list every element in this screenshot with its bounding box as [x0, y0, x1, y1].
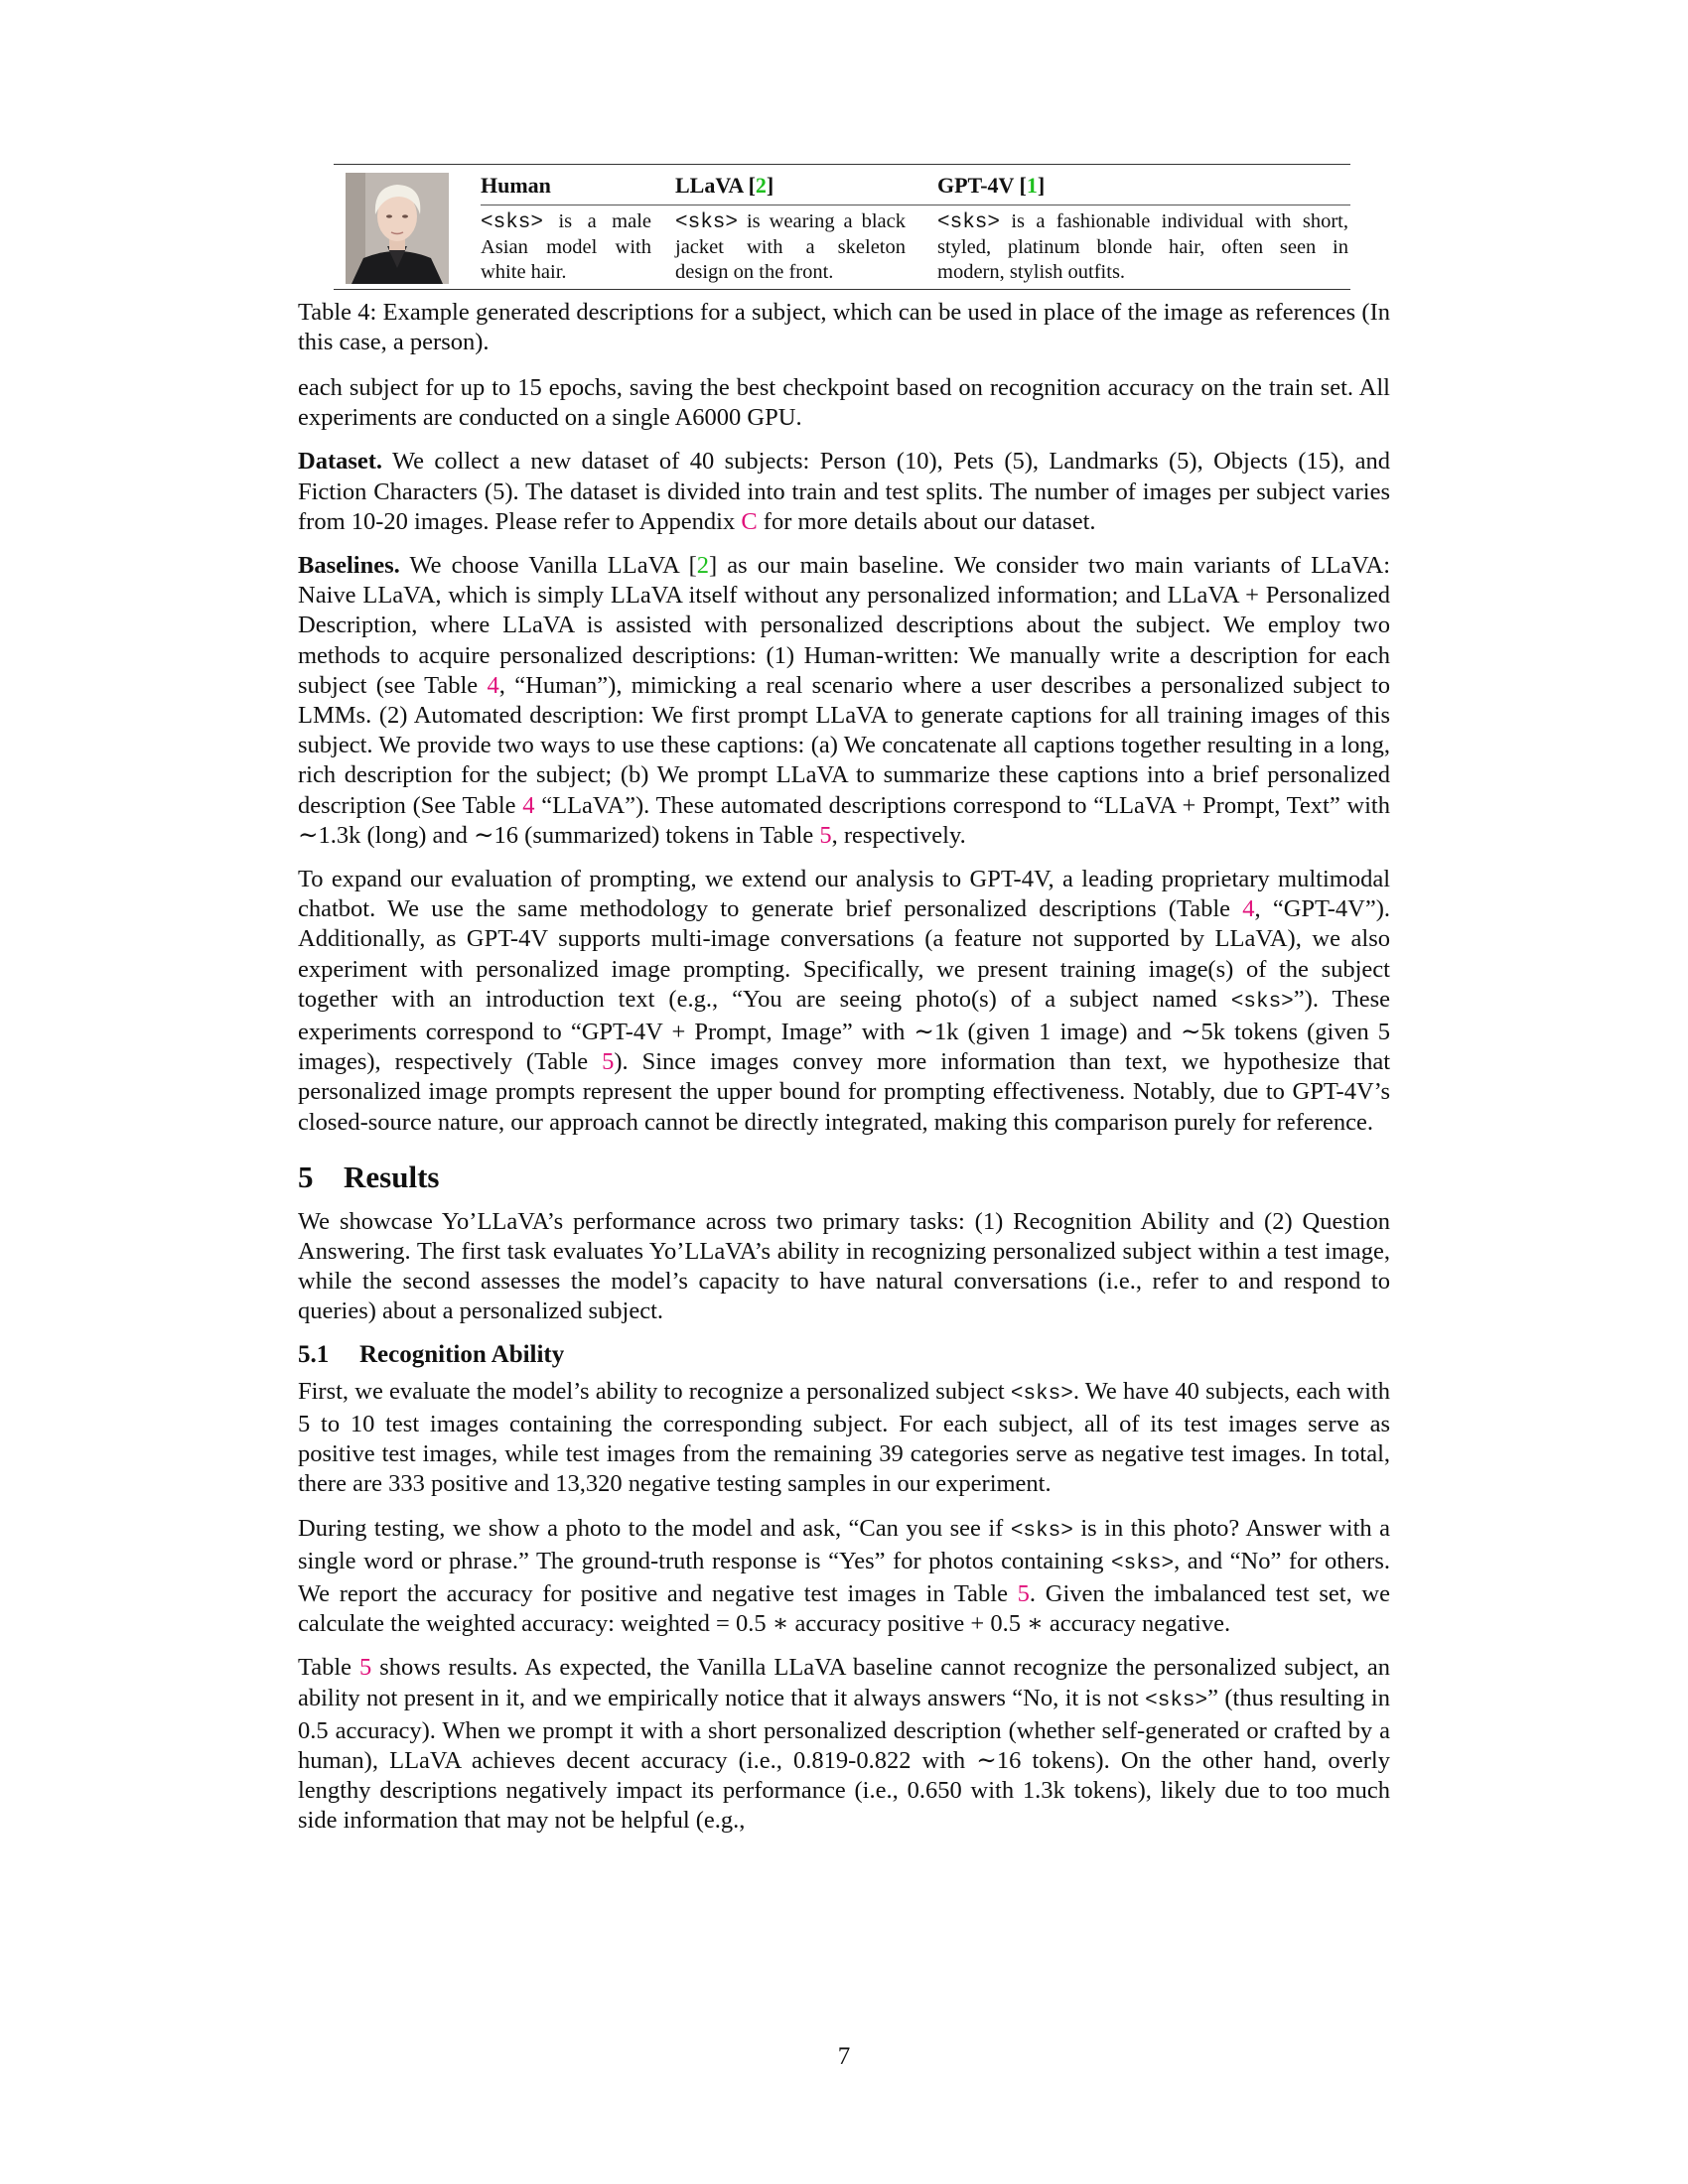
citation-link[interactable]: 2	[755, 173, 767, 198]
header-human: Human	[481, 173, 551, 198]
text-span: During testing, we show a photo to the model and ask, “Can you see if	[298, 1514, 1011, 1542]
text-span: ] as our main baseline. We consider two main variants of LLaVA: Naive LLaVA, which is simply LLaVA itself without any personalized information; and LLaVA + Personalized Description, where LLaVA is assisted with personalized descriptions about the subject. We employ two methods to acquire personalized descriptions: (1) Human-written: We manually write a description for each subject (see Table	[298, 552, 1390, 699]
appendix-link[interactable]: C	[741, 507, 758, 535]
text-span: We collect a new dataset of 40 subjects: Person (10), Pets (5), Landmarks (5), Objects (15), and Fiction Characters (5). The dataset is divided into train and test splits. The number of images per subject varies from 10-20 images. Please refer to Appendix	[298, 448, 1390, 535]
sks-token: <sks>	[937, 211, 1001, 234]
citation-link[interactable]: 1	[1026, 173, 1038, 198]
sks-token: <sks>	[675, 211, 739, 234]
table-link[interactable]: 4	[1242, 895, 1255, 923]
text-span: . Given the imbalanced test set, we calculate the weighted accuracy: weighted = 0.5 ∗ accuracy positive + 0.5 ∗ accuracy negative.	[298, 1579, 1390, 1638]
table-4-caption: Table 4: Example generated descriptions for a subject, which can be used in place of the image as references (In this case, a person).	[298, 299, 1390, 355]
paragraph-table5-results	[298, 1653, 1390, 1836]
text-span: First, we evaluate the model’s ability to recognize a personalized subject	[298, 1377, 1011, 1405]
sks-token: <sks>	[1111, 1552, 1175, 1575]
cell-text: is a male Asian model with white hair.	[481, 210, 651, 283]
text-span: . We have 40 subjects, each with 5 to 10 test images containing the corresponding subject. For each subject, all of its test images serve as positive test images, while test images from the remaining 39 categories serve as negative test images. In total, there are 333 positive and 13,320 negative testing samples in our experiment.	[298, 1377, 1390, 1498]
sks-token: <sks>	[481, 211, 544, 234]
text-span: To expand our evaluation of prompting, we extend our analysis to GPT-4V, a leading proprietary multimodal chatbot. We use the same methodology to generate brief personalized descriptions (Table	[298, 866, 1390, 923]
header-gpt4v: GPT-4V [1]	[937, 173, 1046, 198]
paragraph-baselines	[298, 551, 1390, 851]
text-span: “LLaVA”). These automated descriptions correspond to “LLaVA + Prompt, Text” with ∼1.3k (long) and ∼16 (summarized) tokens in Table	[298, 791, 1390, 849]
table-link[interactable]: 5	[359, 1654, 372, 1682]
citation-link[interactable]: 2	[696, 552, 710, 580]
paragraph-results: We showcase Yo’LLaVA’s performance across two primary tasks: (1) Recognition Ability and (2) Question Answering. The first task evaluates Yo’LLaVA’s ability in recognizing personalized subject within a test image, while the second assesses the model’s capacity to have natural conversations (i.e., refer to and respond to queries) about a personalized subject.	[298, 1207, 1390, 1325]
paragraph-recognition	[298, 1377, 1390, 1500]
text-span: , “Human”), mimicking a real scenario where a user describes a personalized subject to LMMs. (2) Automated description: We first prompt LLaVA to generate captions for all training images of this subject. We provide two ways to use these captions: (a) We concatenate all captions together resulting in a long, rich description for the subject; (b) We prompt LLaVA to summarize these captions into a brief personalized description (See Table	[298, 671, 1390, 819]
text-span: Table	[298, 1654, 360, 1682]
section-title: Results	[344, 1159, 440, 1194]
page-number: 7	[837, 2043, 851, 2070]
header-llava-label: LLaVA	[675, 173, 744, 198]
text-span: ” (thus resulting in 0.5 accuracy). When we prompt it with a short personalized description (whether self-generated or crafted by a human), LLaVA achieves decent accuracy (i.e., 0.819-0.822 with ∼16 tokens). On the other hand, overly lengthy descriptions negatively impact its performance (i.e., 0.650 with 1.3k tokens), likely due to too much side information that may not be helpful (e.g.,	[298, 1684, 1390, 1835]
paragraph-epochs: each subject for up to 15 epochs, saving the best checkpoint based on recognition accuracy on the train set. All experiments are conducted on a single A6000 GPU.	[298, 374, 1390, 432]
sks-token: <sks>	[1010, 1519, 1073, 1543]
section-heading-results	[298, 1160, 1390, 1195]
paragraph-dataset	[298, 447, 1390, 537]
cell-gpt4v	[937, 209, 1348, 285]
table-link[interactable]: 5	[819, 821, 832, 849]
text-span: shows results. As expected, the Vanilla LLaVA baseline cannot recognize the personalized subject, an ability not present in it, and we empirically notice that it always answers “No, it is not	[298, 1654, 1390, 1711]
paragraph-heading: Baselines.	[298, 552, 400, 580]
subsection-title: Recognition Ability	[359, 1340, 565, 1368]
sks-token: <sks>	[1145, 1689, 1208, 1712]
cell-text: is wearing a black jacket with a skeleton design on the front.	[675, 210, 906, 283]
table-link[interactable]: 5	[602, 1048, 615, 1076]
text-span: , and “No” for others. We report the accuracy for positive and negative test images in Table	[298, 1547, 1390, 1607]
text-span: We choose Vanilla LLaVA [	[399, 552, 697, 580]
paragraph-heading: Dataset.	[298, 448, 383, 476]
cell-text: is a fashionable individual with short, styled, platinum blonde hair, often seen in modern, stylish outfits.	[937, 210, 1348, 283]
header-llava: LLaVA [2]	[675, 173, 774, 198]
subject-photo	[346, 173, 449, 284]
text-span: for more details about our dataset.	[757, 507, 1096, 535]
text-span: ). Since images convey more information than text, we hypothesize that personalized image prompts represent the upper bound for prompting effectiveness. Notably, due to GPT-4V’s closed-source nature, our approach cannot be directly integrated, making this comparison purely for reference.	[298, 1048, 1390, 1136]
sks-token: <sks>	[1230, 990, 1294, 1014]
cell-llava	[675, 209, 906, 285]
text-span: , “GPT-4V”). Additionally, as GPT-4V supports multi-image conversations (a feature not supported by LLaVA), we also experiment with personalized image prompting. Specifically, we present training image(s) of the subject together with an introduction text (e.g., “You are seeing photo(s) of a subject named	[298, 895, 1391, 1013]
header-gpt4v-label: GPT-4V	[937, 173, 1015, 198]
text-span: , respectively.	[831, 821, 966, 849]
section-number: 5	[298, 1159, 314, 1194]
subsection-number: 5.1	[298, 1340, 330, 1368]
cell-human	[481, 209, 651, 285]
table-4	[334, 164, 1350, 290]
paper-page	[298, 164, 1390, 1850]
sks-token: <sks>	[1010, 1382, 1073, 1406]
subsection-heading-recognition	[298, 1341, 1390, 1369]
table-link[interactable]: 5	[1017, 1579, 1030, 1607]
text-span: is in this photo? Answer with a single word or phrase.” The ground-truth response is “Yes” for photos containing	[298, 1514, 1390, 1574]
text-span: ”). These experiments correspond to “GPT-4V + Prompt, Image” with ∼1k (given 1 image) and ∼5k tokens (given 5 images), respectively (Table	[298, 985, 1390, 1076]
paragraph-expand	[298, 865, 1390, 1138]
table-link[interactable]: 4	[487, 671, 499, 699]
paragraph-testing	[298, 1514, 1390, 1640]
table-link[interactable]: 4	[522, 791, 535, 819]
